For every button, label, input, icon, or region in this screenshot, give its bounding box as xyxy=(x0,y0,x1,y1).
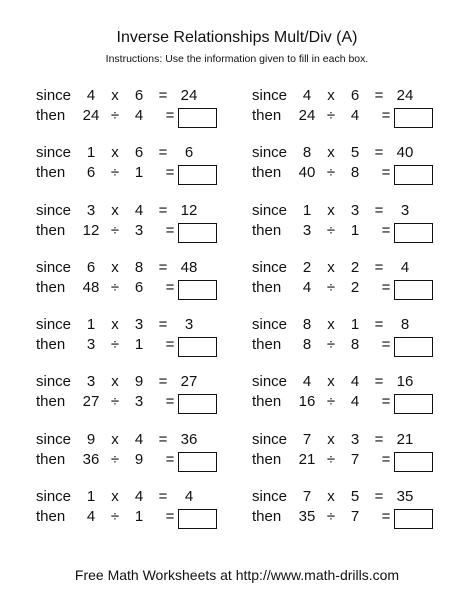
times-sign: x xyxy=(327,488,335,506)
factor-a: 1 xyxy=(302,201,312,219)
divisor: 1 xyxy=(134,164,144,182)
equals-sign: = xyxy=(381,278,391,296)
product: 36 xyxy=(180,430,198,448)
then-label: then xyxy=(36,278,66,296)
equals-sign: = xyxy=(381,508,391,526)
divisor: 1 xyxy=(134,336,144,354)
dividend: 6 xyxy=(86,164,96,182)
problem-14 xyxy=(252,430,452,474)
product: 3 xyxy=(184,316,194,334)
answer-box[interactable] xyxy=(394,280,433,300)
factor-a: 6 xyxy=(86,258,96,276)
factor-b: 3 xyxy=(134,316,144,334)
divisor: 8 xyxy=(350,164,360,182)
since-label: since xyxy=(36,430,72,448)
equals-sign: = xyxy=(381,221,391,239)
then-label: then xyxy=(36,221,66,239)
factor-a: 3 xyxy=(86,201,96,219)
equals-sign: = xyxy=(158,144,168,162)
factor-a: 3 xyxy=(86,373,96,391)
divisor: 6 xyxy=(134,278,144,296)
factor-a: 9 xyxy=(86,430,96,448)
since-label: since xyxy=(36,258,72,276)
divisor: 8 xyxy=(350,336,360,354)
factor-b: 2 xyxy=(350,258,360,276)
factor-a: 1 xyxy=(86,144,96,162)
answer-box[interactable] xyxy=(394,509,433,529)
divisor: 4 xyxy=(350,393,360,411)
dividend: 36 xyxy=(82,450,100,468)
divide-sign: ÷ xyxy=(110,336,120,354)
divide-sign: ÷ xyxy=(326,336,336,354)
then-label: then xyxy=(252,336,282,354)
factor-b: 5 xyxy=(350,488,360,506)
instructions-text: Instructions: Use the information given to fill in each box. xyxy=(105,53,369,65)
problem-6 xyxy=(252,201,452,245)
problem-13 xyxy=(36,430,252,474)
then-label: then xyxy=(252,164,282,182)
equals-sign: = xyxy=(165,278,175,296)
equals-sign: = xyxy=(374,144,384,162)
equals-sign: = xyxy=(374,258,384,276)
times-sign: x xyxy=(111,144,119,162)
equals-sign: = xyxy=(374,201,384,219)
factor-b: 1 xyxy=(350,316,360,334)
problem-15 xyxy=(36,487,252,531)
then-label: then xyxy=(36,508,66,526)
product: 21 xyxy=(396,430,414,448)
product: 3 xyxy=(400,201,410,219)
answer-box[interactable] xyxy=(178,280,217,300)
since-label: since xyxy=(36,316,72,334)
divisor: 2 xyxy=(350,278,360,296)
product: 35 xyxy=(396,488,414,506)
product: 16 xyxy=(396,373,414,391)
factor-b: 6 xyxy=(134,87,144,104)
divide-sign: ÷ xyxy=(326,508,336,526)
equals-sign: = xyxy=(374,373,384,391)
problem-7 xyxy=(36,258,252,302)
times-sign: x xyxy=(111,87,119,104)
product: 12 xyxy=(180,201,198,219)
factor-a: 4 xyxy=(86,87,96,104)
answer-box[interactable] xyxy=(178,394,217,414)
factor-a: 7 xyxy=(302,488,312,506)
factor-a: 8 xyxy=(302,144,312,162)
dividend: 8 xyxy=(302,336,312,354)
since-label: since xyxy=(36,201,72,219)
problem-2 xyxy=(252,86,452,130)
then-label: then xyxy=(252,393,282,411)
dividend: 48 xyxy=(82,278,100,296)
product: 24 xyxy=(180,87,198,104)
times-sign: x xyxy=(327,373,335,391)
product: 40 xyxy=(396,144,414,162)
times-sign: x xyxy=(327,430,335,448)
equals-sign: = xyxy=(158,258,168,276)
dividend: 4 xyxy=(86,508,96,526)
then-label: then xyxy=(36,393,66,411)
answer-box[interactable] xyxy=(178,509,217,529)
then-label: then xyxy=(36,336,66,354)
equals-sign: = xyxy=(374,488,384,506)
product: 24 xyxy=(396,87,414,104)
factor-a: 7 xyxy=(302,430,312,448)
then-label: then xyxy=(36,107,66,124)
then-label: then xyxy=(252,450,282,468)
factor-a: 8 xyxy=(302,316,312,334)
then-label: then xyxy=(252,278,282,296)
answer-box[interactable] xyxy=(178,337,217,357)
factor-a: 4 xyxy=(302,373,312,391)
product: 27 xyxy=(180,373,198,391)
divide-sign: ÷ xyxy=(110,450,120,468)
dividend: 3 xyxy=(86,336,96,354)
dividend: 40 xyxy=(298,164,316,182)
factor-a: 1 xyxy=(86,316,96,334)
since-label: since xyxy=(252,87,288,104)
dividend: 12 xyxy=(82,221,100,239)
dividend: 16 xyxy=(298,393,316,411)
divisor: 4 xyxy=(134,107,144,124)
divide-sign: ÷ xyxy=(326,221,336,239)
times-sign: x xyxy=(111,430,119,448)
divide-sign: ÷ xyxy=(110,164,120,182)
since-label: since xyxy=(252,258,288,276)
equals-sign: = xyxy=(374,316,384,334)
problem-12 xyxy=(252,372,452,416)
divisor: 7 xyxy=(350,508,360,526)
problem-grid xyxy=(36,86,452,544)
dividend: 3 xyxy=(302,221,312,239)
times-sign: x xyxy=(111,201,119,219)
times-sign: x xyxy=(111,373,119,391)
answer-box[interactable] xyxy=(178,108,217,128)
factor-b: 6 xyxy=(350,87,360,104)
answer-box[interactable] xyxy=(394,337,433,357)
factor-b: 5 xyxy=(350,144,360,162)
factor-b: 6 xyxy=(134,144,144,162)
equals-sign: = xyxy=(165,393,175,411)
divisor: 4 xyxy=(350,107,360,124)
dividend: 4 xyxy=(302,278,312,296)
since-label: since xyxy=(252,316,288,334)
since-label: since xyxy=(36,87,72,104)
answer-box[interactable] xyxy=(394,165,433,185)
factor-b: 8 xyxy=(134,258,144,276)
equals-sign: = xyxy=(381,450,391,468)
divide-sign: ÷ xyxy=(326,278,336,296)
dividend: 35 xyxy=(298,508,316,526)
divide-sign: ÷ xyxy=(110,508,120,526)
times-sign: x xyxy=(327,144,335,162)
answer-box[interactable] xyxy=(178,223,217,243)
divisor: 9 xyxy=(134,450,144,468)
product: 6 xyxy=(184,144,194,162)
answer-box[interactable] xyxy=(394,394,433,414)
answer-box[interactable] xyxy=(178,165,217,185)
divide-sign: ÷ xyxy=(110,393,120,411)
since-label: since xyxy=(252,201,288,219)
times-sign: x xyxy=(327,201,335,219)
dividend: 24 xyxy=(82,107,100,124)
then-label: then xyxy=(252,221,282,239)
equals-sign: = xyxy=(165,221,175,239)
then-label: then xyxy=(252,107,282,124)
then-label: then xyxy=(36,164,66,182)
divisor: 1 xyxy=(134,508,144,526)
equals-sign: = xyxy=(165,164,175,182)
factor-a: 2 xyxy=(302,258,312,276)
divisor: 3 xyxy=(134,393,144,411)
problem-3 xyxy=(36,143,252,187)
divide-sign: ÷ xyxy=(326,450,336,468)
factor-b: 3 xyxy=(350,430,360,448)
divisor: 7 xyxy=(350,450,360,468)
product: 48 xyxy=(180,258,198,276)
divisor: 1 xyxy=(350,221,360,239)
times-sign: x xyxy=(327,316,335,334)
equals-sign: = xyxy=(158,430,168,448)
dividend: 24 xyxy=(298,107,316,124)
problem-9 xyxy=(36,315,252,359)
divide-sign: ÷ xyxy=(110,107,120,124)
then-label: then xyxy=(36,450,66,468)
footer-text: Free Math Worksheets at http://www.math-drills.com xyxy=(74,567,400,583)
since-label: since xyxy=(36,144,72,162)
divisor: 3 xyxy=(134,221,144,239)
equals-sign: = xyxy=(381,393,391,411)
since-label: since xyxy=(252,488,288,506)
product: 4 xyxy=(184,488,194,506)
since-label: since xyxy=(252,144,288,162)
times-sign: x xyxy=(327,258,335,276)
divide-sign: ÷ xyxy=(326,393,336,411)
since-label: since xyxy=(36,488,72,506)
equals-sign: = xyxy=(158,316,168,334)
equals-sign: = xyxy=(374,430,384,448)
times-sign: x xyxy=(111,488,119,506)
equals-sign: = xyxy=(374,87,384,104)
times-sign: x xyxy=(327,87,335,104)
divide-sign: ÷ xyxy=(110,221,120,239)
times-sign: x xyxy=(111,316,119,334)
divide-sign: ÷ xyxy=(110,278,120,296)
divide-sign: ÷ xyxy=(326,107,336,124)
times-sign: x xyxy=(111,258,119,276)
problem-5 xyxy=(36,201,252,245)
answer-box[interactable] xyxy=(394,108,433,128)
dividend: 27 xyxy=(82,393,100,411)
problem-8 xyxy=(252,258,452,302)
equals-sign: = xyxy=(158,488,168,506)
dividend: 21 xyxy=(298,450,316,468)
since-label: since xyxy=(36,373,72,391)
answer-box[interactable] xyxy=(394,452,433,472)
factor-b: 4 xyxy=(350,373,360,391)
factor-b: 3 xyxy=(350,201,360,219)
equals-sign: = xyxy=(381,164,391,182)
answer-box[interactable] xyxy=(394,223,433,243)
problem-1 xyxy=(36,86,252,130)
equals-sign: = xyxy=(165,508,175,526)
then-label: then xyxy=(252,508,282,526)
problem-11 xyxy=(36,372,252,416)
problem-16 xyxy=(252,487,452,531)
factor-a: 1 xyxy=(86,488,96,506)
equals-sign: = xyxy=(381,336,391,354)
factor-b: 4 xyxy=(134,488,144,506)
problem-4 xyxy=(252,143,452,187)
answer-box[interactable] xyxy=(178,452,217,472)
equals-sign: = xyxy=(158,373,168,391)
equals-sign: = xyxy=(165,107,175,124)
factor-b: 9 xyxy=(134,373,144,391)
equals-sign: = xyxy=(158,87,168,104)
factor-a: 4 xyxy=(302,87,312,104)
factor-b: 4 xyxy=(134,201,144,219)
product: 4 xyxy=(400,258,410,276)
equals-sign: = xyxy=(381,107,391,124)
divide-sign: ÷ xyxy=(326,164,336,182)
worksheet-title: Inverse Relationships Mult/Div (A) xyxy=(116,29,358,46)
problem-10 xyxy=(252,315,452,359)
equals-sign: = xyxy=(165,336,175,354)
equals-sign: = xyxy=(158,201,168,219)
since-label: since xyxy=(252,430,288,448)
factor-b: 4 xyxy=(134,430,144,448)
equals-sign: = xyxy=(165,450,175,468)
product: 8 xyxy=(400,316,410,334)
since-label: since xyxy=(252,373,288,391)
